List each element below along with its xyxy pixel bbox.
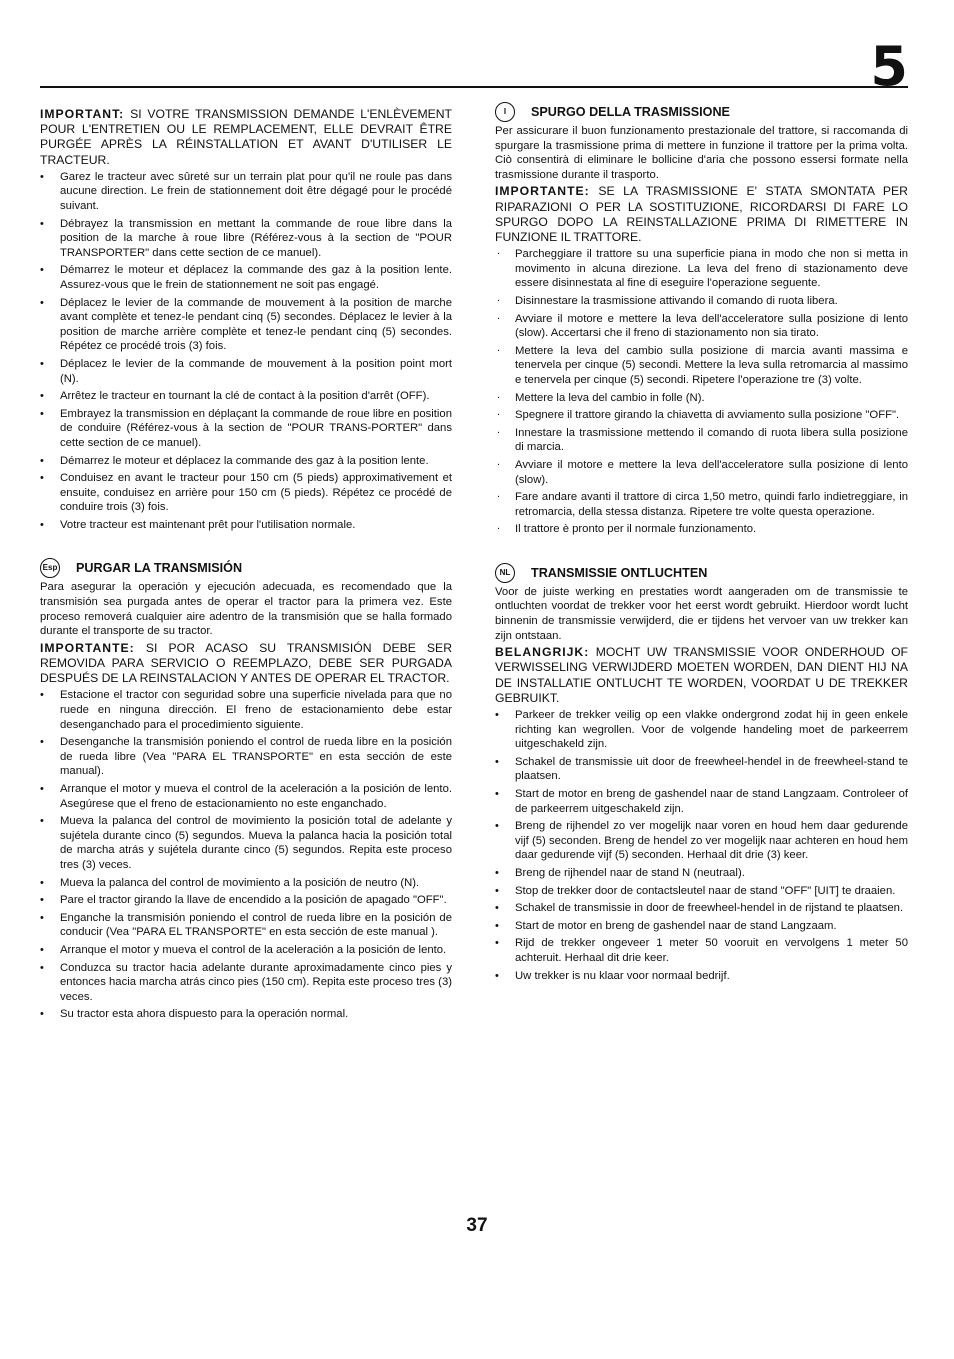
list-item: • Mueva la palanca del control de movimiento a la posición de neutro (N). [40,876,452,891]
fr-important-text: SI VOTRE TRANSMISSION DEMANDE L'ENLÈVEMENT POUR L'ENTRETIEN OU LE REMPLACEMENT, ELLE DEVRAIT ÊTRE PURGÉE APRÈS LA RÉINSTALLATION ET AVANT D'UTILISER LE TRACTEUR. [40,107,453,167]
es-intro: Para asegurar la operación y ejecución adecuada, es recomendado que la transmisión sea purgada antes de operar el tractor para la primera vez. Este proceso removerá cualquier aire adentro de la transmisión que se halla formado durante el transporte de su tractor. [40,581,452,638]
list-item: • Pare el tractor girando la llave de encendido a la posición de apagado "OFF". [40,893,452,908]
list-item: • Mueva la palanca del control de movimiento la posición total de adelante y sujétela durante cinco (5) segundos. Mueva la palanca hacia la posición total de marcha atrás y sujétela durante cinco (5) segundos. Repita este proceso tres (3) veces. [40,814,452,872]
list-item: • Démarrez le moteur et déplacez la commande des gaz à la position lente. Assurez-vous que le frein de stationnement ne soit pas engagé. [40,263,452,292]
nl-important-text: MOCHT UW TRANSMISSIE VOOR ONDERHOUD OF VERWISSELING VERWIJDERD MOETEN WORDEN, DAN DIENT HIJ NA DE INSTALLATIE ONTLUCHT TE WORDEN, VOORDAT U DE TREKKER GEBRUIKT. [495,645,908,705]
section-spanish [40,558,452,1021]
nl-important-label: BELANGRIJK: [495,645,590,660]
es-steps-list [40,688,452,1021]
list-item: . Fare andare avanti il trattore di circa 1,50 metro, quindi farlo indietreggiare, in retromarcia, della stessa distanza. Ripetere tre volte questa operazione. [495,490,908,519]
list-item: . Parcheggiare il trattore su una superficie piana in modo che non si metta in movimento in alcuna direzione. La leva del freno di stazionamento deve essere disinnestata al fine di eseguire l'operazione seguente. [495,247,908,291]
list-item: . Spegnere il trattore girando la chiavetta di avviamento sulla posizione "OFF". [495,408,908,423]
list-item: • Breng de rijhendel zo ver mogelijk naar voren en houd hem daar gedurende vijf (5) seconden. Breng de hendel zo ver mogelijk naar achteren en houd hem daar gedurende vijf (5) seconden. Herhaal dit drie (3) keer. [495,819,908,863]
list-item: • Breng de rijhendel naar de stand N (neutraal). [495,866,908,881]
list-item: • Start de motor en breng de gashendel naar de stand Langzaam. Controleer of de parkeerrem uitgeschakeld zijn. [495,787,908,816]
list-item: • Démarrez le moteur et déplacez la commande des gaz à la position lente. [40,454,452,469]
fr-important-note [40,107,452,168]
es-section-title: PURGAR LA TRANSMISIÓN [76,561,243,576]
list-item: • Start de motor en breng de gashendel naar de stand Langzaam. [495,919,908,934]
es-important-text: SI POR ACASO SU TRANSMISIÓN DEBE SER REMOVIDA PARA SERVICIO O REEMPLAZO, DEBE SER PURGADA DESPUÉS DE LA REINSTALACION Y ANTES DE OPERAR EL TRACTOR. [40,640,452,686]
nl-section-title: TRANSMISSIE ONTLUCHTEN [531,565,708,580]
nl-intro: Voor de juiste werking en prestaties wordt aangeraden om de transmissie te ontluchten voordat de trekker voor het eerst wordt gebruikt. Hierdoor wordt lucht binnenin de transmissie verwijderd, die er tijdens het vervoer van uw trekker kan zijn ontstaan. [495,585,908,642]
language-badge-es: Esp [40,558,60,578]
list-item: • Arranque el motor y mueva el control de la aceleración a la posición de lento. Asegúrese que el freno de estacionamiento no este enganchado. [40,782,452,811]
list-item: . Mettere la leva del cambio in folle (N). [495,391,908,406]
fr-steps-list [40,170,452,533]
list-item: • Stop de trekker door de contactsleutel naar de stand "OFF" [UIT] te draaien. [495,884,908,899]
it-important-label: IMPORTANTE: [495,184,590,199]
list-item: • Schakel de transmissie uit door de freewheel-hendel in de freewheel-stand te plaatsen. [495,755,908,784]
list-item: • Estacione el tractor con seguridad sobre una superficie nivelada para que no ruede en ninguna dirección. El freno de estacionamiento debe estar desenganchado para el procedimiento siguiente. [40,688,452,732]
list-item: • Rijd de trekker ongeveer 1 meter 50 vooruit en vervolgens 1 meter 50 achteruit. Herhaal dit drie keer. [495,936,908,965]
list-item: • Conduisez en avant le tracteur pour 150 cm (5 pieds) approximativement et ensuite, conduisez en arrière pour 150 cm (5 pieds). Répétez ce procédé de conduire trois (3) fois. [40,471,452,515]
language-badge-nl: NL [495,563,515,583]
list-item: • Arranque el motor y mueva el control de la aceleración a la posición de lento. [40,943,452,958]
list-item: • Schakel de transmissie in door de freewheel-hendel in de rijstand te plaatsen. [495,901,908,916]
it-intro: Per assicurare il buon funzionamento prestazionale del trattore, si raccomanda di spurgare la trasmissione prima di mettere in funzione il trattore per la prima volta. Ciò consentirà di eliminare le bollicine d'aria che possono essersi formate nella trasmissione durante il trasporto. [495,125,908,181]
header-rule [40,86,908,88]
it-section-header [495,102,908,122]
nl-steps-list [495,708,908,983]
section-dutch [495,563,908,983]
list-item: . Disinnestare la trasmissione attivando il comando di ruota libera. [495,294,908,309]
nl-important-note [495,645,908,706]
list-item: • Su tractor esta ahora dispuesto para la operación normal. [40,1007,452,1022]
list-item: • Déplacez le levier de la commande de mouvement à la position point mort (N). [40,357,452,386]
list-item: . Avviare il motore e mettere la leva dell'acceleratore sulla posizione di lento (slow). [495,458,908,487]
list-item: . Avviare il motore e mettere la leva dell'acceleratore sulla posizione di lento (slow). Accertarsi che il freno di stazionamento non sia tirato. [495,312,908,341]
list-item: • Arrêtez le tracteur en tournant la clé de contact à la position d'arrêt (OFF). [40,389,452,404]
page-number: 37 [466,1215,488,1236]
list-item: • Parkeer de trekker veilig op een vlakke ondergrond zodat hij in geen enkele richting kan wegrollen. Voor de volgende handeling moet de parkeerrem uitgeschakeld zijn. [495,708,908,752]
left-column [40,107,452,1025]
list-item: • Votre tracteur est maintenant prêt pour l'utilisation normale. [40,518,452,533]
es-important-note [40,641,452,687]
list-item: • Garez le tracteur avec sûreté sur un terrain plat pour qu'il ne roule pas dans aucune direction. Le frein de stationnement doit être dégagé pour le procédé suivant. [40,170,452,214]
section-french [40,107,452,532]
list-item: • Desenganche la transmisión poniendo el control de rueda libre en la posición de rueda libre (Vea "PARA EL TRANSPORTE" en esta sección de este manual). [40,735,452,779]
list-item: . Innestare la trasmissione mettendo il comando di ruota libera sulla posizione di marcia. [495,426,908,455]
list-item: • Débrayez la transmission en mettant la commande de roue libre dans la position de la marche à roue libre (Référez-vous à la section de "POUR TRANSPORTER" dans cette section de ce manuel). [40,217,452,261]
list-item: • Uw trekker is nu klaar voor normaal bedrijf. [495,969,908,984]
list-item: • Embrayez la transmission en déplaçant la commande de roue libre en position de conduire (Référez-vous à la section de "POUR TRANS-PORTER" dans cette section de ce manuel). [40,407,452,451]
right-column [495,102,908,986]
es-important-label: IMPORTANTE: [40,640,135,655]
list-item: • Déplacez le levier de la commande de mouvement à la position de marche avant complète et tenez-le pendant cinq (5) secondes. Déplacez le levier à la position de marche arrière complète et tenez-le pendant cinq (5) secondes. Répétez ce procédé trois (3) fois. [40,296,452,354]
chapter-number: 5 [870,35,908,98]
list-item: . Il trattore è pronto per il normale funzionamento. [495,522,908,537]
it-important-note [495,184,908,245]
fr-important-label: IMPORTANT: [40,107,125,121]
it-important-text: SE LA TRASMISSIONE E' STATA SMONTATA PER RIPARAZIONI O PER LA SOSTITUZIONE, RICORDARSI DI FARE LO SPURGO DOPO LA REINSTALLAZIONE PRIMA DI RIMETTERE IN FUNZIONE IL TRATTORE. [495,184,908,244]
es-section-header [40,558,452,578]
section-italian [495,102,908,537]
list-item: . Mettere la leva del cambio sulla posizione di marcia avanti massima e tenervela per cinque (5) secondi. Mettere la leva sulla retromarcia al massimo e tenervela per cinque (5) secondi. Ripetere l'operazione tre (3) volte. [495,344,908,388]
list-item: • Enganche la transmisión poniendo el control de rueda libre en la posición de conducir (Vea "PARA EL TRANSPORTE" en esta sección de este manual ). [40,911,452,940]
list-item: • Conduzca su tractor hacia adelante durante aproximadamente cinco pies y entonces hacia marcha atrás cinco pies (150 cm). Repita este proceso tres (3) veces. [40,961,452,1005]
language-badge-it: I [495,102,515,122]
it-section-title: SPURGO DELLA TRASMISSIONE [531,104,730,119]
it-steps-list [495,247,908,537]
nl-section-header [495,563,908,583]
